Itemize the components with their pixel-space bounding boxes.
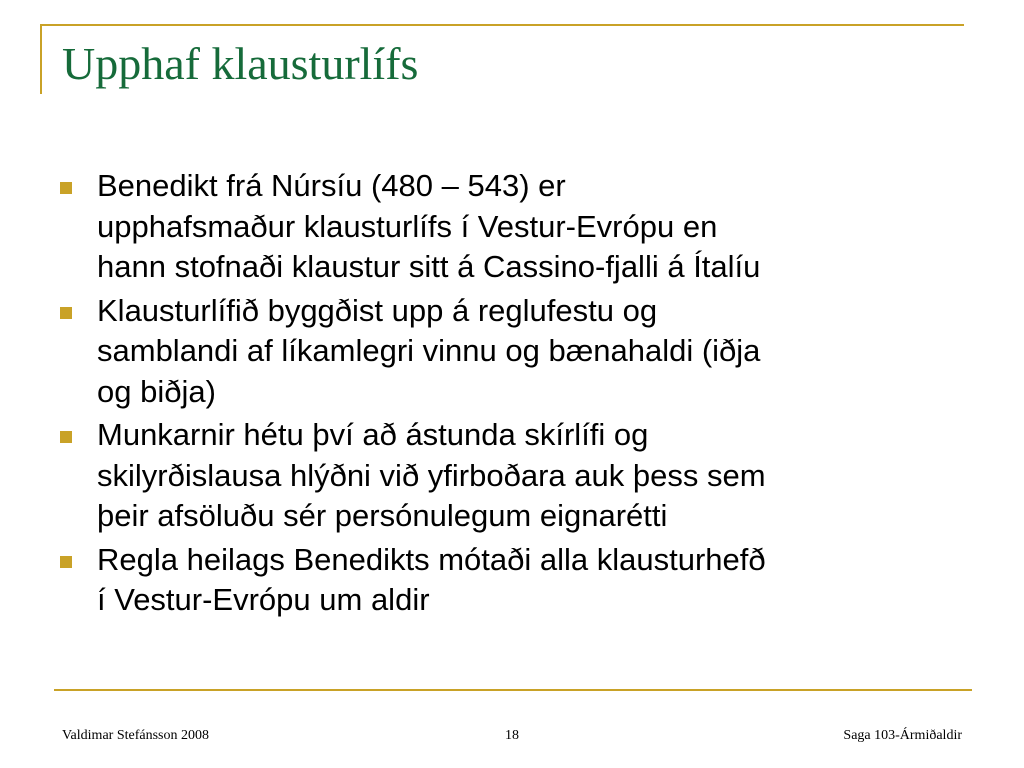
bullet-line: þeir afsöluðu sér persónulegum eignarétti <box>97 498 668 533</box>
bullet-line: upphafsmaður klausturlífs í Vestur-Evrópu en <box>97 208 718 244</box>
bullet-line: samblandi af líkamlegri vinnu og bænahaldi (iðja <box>97 333 761 368</box>
frame-top-line <box>40 24 964 26</box>
footer-author: Valdimar Stefánsson 2008 <box>62 728 209 743</box>
bullet-item <box>60 166 970 288</box>
bullet-line: skilyrðislausa hlýðni við yfirboðara auk þess sem <box>97 457 766 493</box>
bullet-item <box>60 291 970 413</box>
footer-divider-line <box>54 689 972 691</box>
footer-course: Saga 103-Ármiðaldir <box>843 728 962 743</box>
bullet-line: Regla heilags Benedikts mótaði alla klausturhefð <box>97 541 766 577</box>
bullet-line: og biðja) <box>97 373 216 409</box>
square-bullet-icon <box>60 307 72 319</box>
bullet-item <box>60 415 970 537</box>
bullet-line: hann stofnaði klaustur sitt á Cassino-fjalli á Ítalíu <box>97 249 761 284</box>
frame-left-line <box>40 24 42 94</box>
bullet-line: Klausturlífið byggðist upp á reglufestu og <box>97 292 658 328</box>
bullet-item <box>60 540 970 621</box>
bullet-line: Munkarnir hétu því að ástunda skírlífi og <box>97 417 649 452</box>
bullet-line: í Vestur-Evrópu um aldir <box>97 582 430 617</box>
square-bullet-icon <box>60 182 72 194</box>
square-bullet-icon <box>60 556 72 568</box>
footer-page-number: 18 <box>505 728 519 743</box>
bullet-list <box>60 166 970 624</box>
slide-title: Upphaf klausturlífs <box>62 38 419 89</box>
square-bullet-icon <box>60 431 72 443</box>
bullet-line: Benedikt frá Núrsíu (480 – 543) er <box>97 168 566 203</box>
